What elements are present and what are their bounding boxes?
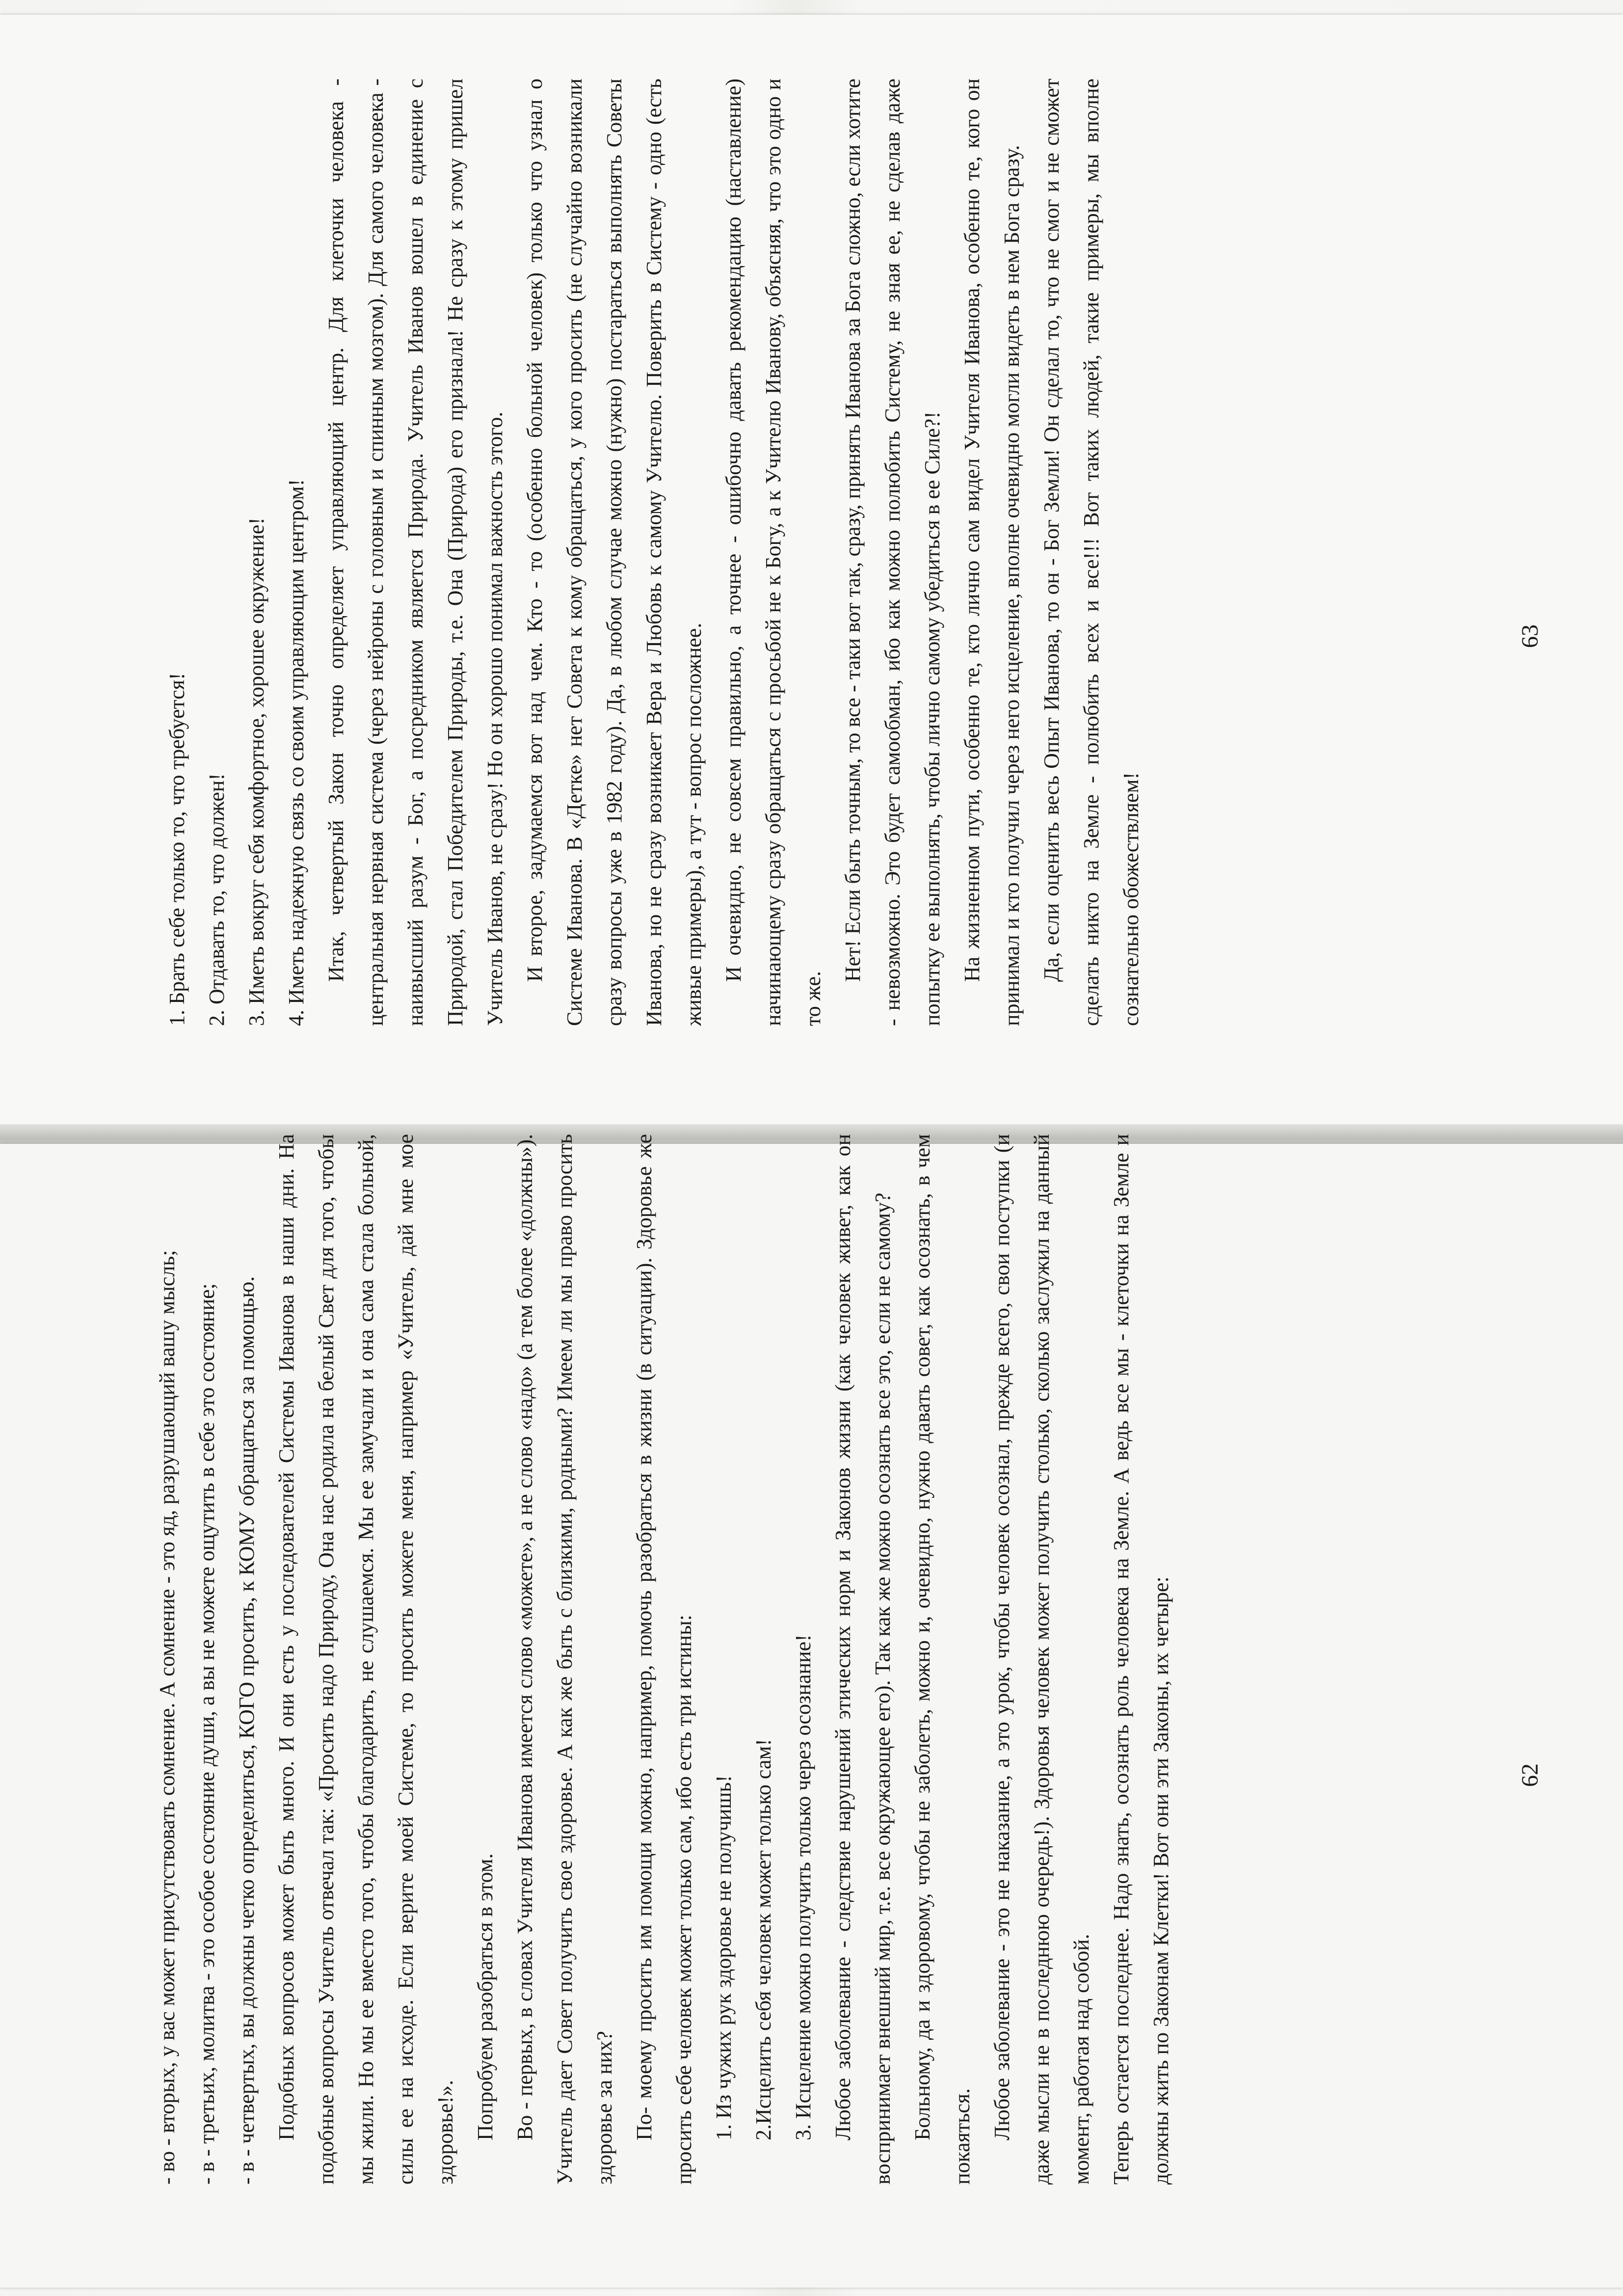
paragraph: Подобных вопросов может быть много. И они есть у последователей Системы Иванова в наши дни. На подобные вопросы Учитель отвечал так: «Просить надо Природу, Она нас родила на белый Свет для того, чтобы мы жили. Но мы ее вместо того, чтобы благодарить, не слушаемся. Мы ее замучали и она сама стала больной, силы ее на исходе. Если верите моей Системе, то просить можете меня, например «Учитель, дай мне мое здоровье!». (274, 1134, 457, 2185)
paragraph: - во - вторых, у вас может присутствовать сомнение. А сомнение - это яд, разрушающий вашу мысль; (155, 1250, 179, 2185)
law-4: 4. Иметь надежную связь со своим управляющим центром! (284, 479, 308, 1026)
page-62-text (147, 1134, 1181, 2185)
paragraph: И очевидно, не совсем правильно, а точнее - ошибочно давать рекомендацию (наставление) начинающему сразу обращаться с просьбой не к Богу, а к Учителю Иванову, объясняя, что это одно и то же. (721, 79, 825, 1026)
paragraph: Да, если оценить весь Опыт Иванова, то он - Бог Земли! Он сделал то, что не смог и не сможет сделать никто на Земле - полюбить всех и все!!! Вот таких людей, такие примеры, мы вполне сознательно обожествляем! (1039, 79, 1143, 1026)
paragraph: На жизненном пути, особенно те, кто лично сам видел Учителя Иванова, особенно те, кого он принимал и кто получил через него исцеление, вполне очевидно могли видеть в нем Бога сразу. (960, 79, 1024, 1026)
law-3: 3. Иметь вокруг себя комфортное, хорошее окружение! (244, 517, 268, 1026)
paragraph: - в - четвертых, вы должны четко определиться, КОГО просить, к КОМУ обращаться за помощью. (235, 1276, 259, 2185)
paragraph: Во - первых, в словах Учителя Иванова имеется слово «можете», а не слово «надо» (а тем более «должны»). Учитель дает Совет получить свое здоровье. А как же быть с близкими, родными? Имеем ли мы право просить здоровье за них? (513, 1134, 616, 2185)
paragraph: Попробуем разобраться в этом. (473, 1853, 497, 2140)
truth-1: 1. Из чужих рук здоровье не получишь! (712, 1775, 736, 2140)
truth-3: 3. Исцеление можно получить только через осознание! (791, 1634, 815, 2140)
paragraph: Нет! Если быть точным, то все - таки вот так, сразу, принять Иванова за Бога сложно, если хотите - невозможно. Это будет самообман, ибо как можно полюбить Систему, не зная ее, не сделав даже попытку ее выполнять, чтобы лично самому убедиться в ее Силе?! (841, 79, 944, 1026)
page-63-text (157, 79, 1151, 1026)
paragraph: И второе, задумаемся вот над чем. Кто - то (особенно больной человек) только что узнал о Системе Иванова. В «Детке» нет Совета к кому обращаться, у кого просить (не случайно возникали сразу вопросы уже в 1982 году). Да, в любом случае можно (нужно) постараться выполнять Советы Иванова, но не сразу возникает Вера и Любовь к самому Учителю. Поверить в Систему - одно (есть живые примеры), а тут - вопрос посложнее. (523, 79, 706, 1026)
truth-2: 2.Исцелить себя человек может только сам! (751, 1739, 775, 2140)
paragraph: Итак, четвертый Закон точно определяет управляющий центр. Для клеточки человека - центральная нервная система (через нейроны с головным и спинным мозгом). Для самого человека - наивысший разум - Бог, а посредником является Природа. Учитель Иванов вошел в единение с Природой, стал Победителем Природы, т.е. Она (Природа) его признала! Не сразу к этому пришел Учитель Иванов, не сразу! Но он хорошо понимал важность этого. (324, 79, 507, 1026)
paragraph: - в - третьих, молитва - это особое состояние души, а вы не можете ощутить в себе это состояние; (195, 1283, 219, 2185)
page-number: 63 (1517, 624, 1543, 648)
law-2: 2. Отдавать то, что должен! (205, 773, 229, 1026)
paragraph: По- моему просить им помощи можно, например, помочь разобраться в жизни (в ситуации). Здоровье же просить себе человек может только сам, ибо есть три истины: (632, 1134, 696, 2185)
paragraph: Любое заболевание - это не наказание, а это урок, чтобы человек осознал, прежде всего, свои поступки (и даже мысли не в последнюю очередь!). Здоровья человек может получить столько, сколько заслужил на данный момент, работая над собой. (990, 1134, 1093, 2185)
law-1: 1. Брать себе только то, что требуется! (165, 673, 189, 1026)
page-number: 62 (1517, 1763, 1543, 1787)
paragraph: Больному, да и здоровому, чтобы не заболеть, можно и, очевидно, нужно давать совет, как осознать, в чем покаяться. (910, 1134, 974, 2185)
paragraph: Любое заболевание - следствие нарушений этических норм и Законов жизни (как человек живет, как он воспринимает внешний мир, т.е. все окружающее его). Так как же можно осознать все это, если не самому? (831, 1134, 895, 2185)
paragraph: Теперь остается последнее. Надо знать, осознать роль человека на Земле. А ведь все мы - клеточки на Земле и должны жить по Законам Клетки! Вот они эти Законы, их четыре: (1109, 1134, 1173, 2185)
